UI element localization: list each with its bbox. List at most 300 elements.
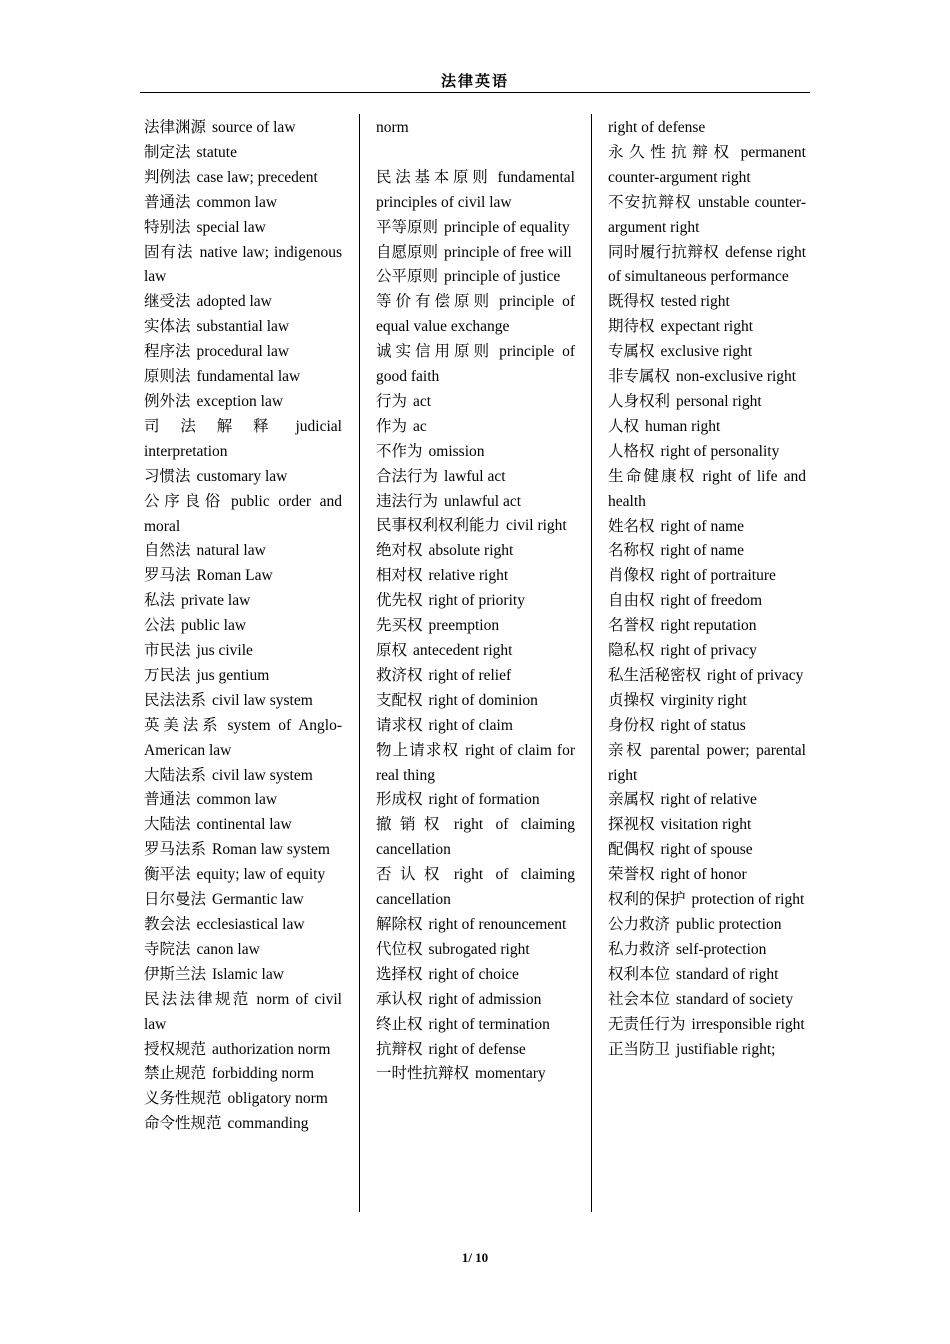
entry-english-term: momentary	[475, 1065, 546, 1083]
entry-english-term: principle of equality	[444, 218, 570, 236]
entry-chinese-term: 禁止规范	[144, 1065, 207, 1083]
glossary-entry	[144, 614, 342, 639]
entry-english-term: right of claim	[428, 716, 513, 734]
entry-english-term: standard of society	[676, 990, 794, 1008]
entry-chinese-term: 英美法系	[144, 716, 222, 734]
entry-english-term: unstable counter-argument right	[608, 193, 806, 236]
entry-english-term: right of personality	[660, 442, 780, 460]
entry-english-term: ecclesiastical law	[196, 916, 305, 933]
glossary-entry	[608, 564, 806, 589]
glossary-entry	[144, 564, 342, 589]
glossary-entry	[608, 539, 806, 564]
glossary-entry	[608, 739, 806, 789]
entry-chinese-term: 继受法	[144, 293, 191, 311]
entry-english-term: right of formation	[428, 791, 540, 809]
entry-chinese-term: 抗辩权	[376, 1040, 423, 1058]
glossary-entry	[376, 390, 575, 415]
column-1	[144, 116, 342, 1137]
glossary-entry	[608, 963, 806, 988]
entry-chinese-term: 救济权	[376, 666, 423, 684]
entry-chinese-term: 不安抗辩权	[608, 193, 692, 211]
entry-chinese-term: 罗马法	[144, 567, 191, 585]
glossary-entry	[144, 116, 342, 141]
entry-english-term: jus civile	[196, 642, 253, 660]
glossary-entry	[144, 888, 342, 913]
glossary-entry	[376, 988, 575, 1013]
entry-english-term: right of honor	[660, 866, 747, 884]
entry-english-term: virginity right	[660, 691, 747, 709]
glossary-entry	[144, 1062, 342, 1087]
entry-chinese-term: 承认权	[376, 990, 423, 1008]
entry-english-term: fundamental principles of civil law	[376, 168, 575, 211]
entry-english-term: right of name	[660, 517, 745, 535]
glossary-entry	[608, 340, 806, 365]
glossary-entry	[608, 116, 806, 141]
entry-chinese-term: 原则法	[144, 368, 191, 386]
page-number: 1/ 10	[461, 1250, 489, 1265]
entry-english-term: justifiable right;	[676, 1040, 776, 1058]
entry-chinese-term: 日尔曼法	[144, 891, 207, 909]
glossary-entry	[144, 664, 342, 689]
entry-english-term: personal right	[676, 392, 762, 410]
entry-chinese-term: 作为	[376, 417, 408, 435]
entry-english-term: principle of justice	[444, 268, 561, 286]
entry-chinese-term: 公序良俗	[144, 492, 225, 510]
entry-chinese-term: 实体法	[144, 318, 191, 336]
glossary-entry	[144, 166, 342, 191]
entry-chinese-term: 违法行为	[376, 492, 439, 510]
glossary-entry	[376, 514, 575, 539]
glossary-entry	[376, 863, 575, 913]
entry-english-term: adopted law	[196, 293, 272, 311]
glossary-entry	[144, 465, 342, 490]
glossary-entry	[376, 490, 575, 515]
glossary-entry	[144, 390, 342, 415]
entry-english-term: statute	[196, 143, 237, 161]
glossary-entry	[144, 315, 342, 340]
entry-english-term: public protection	[676, 916, 782, 933]
glossary-entry	[608, 365, 806, 390]
glossary-entry	[144, 365, 342, 390]
entry-chinese-term: 人权	[608, 417, 640, 435]
entry-chinese-term: 寺院法	[144, 940, 191, 958]
entry-english-term: non-exclusive right	[676, 368, 797, 386]
header-title: 法律英语	[440, 74, 509, 90]
glossary-entry	[608, 714, 806, 739]
entry-chinese-term: 自然法	[144, 542, 191, 560]
entry-chinese-term: 专属权	[608, 343, 655, 361]
entry-english-term: system of Anglo-American law	[144, 716, 342, 759]
entry-chinese-term: 终止权	[376, 1015, 423, 1033]
entry-english-term: right of relative	[660, 791, 757, 809]
glossary-entry	[608, 1013, 806, 1038]
entry-chinese-term: 公平原则	[376, 268, 439, 286]
entry-english-term: right of privacy	[660, 642, 757, 660]
entry-chinese-term: 私生活秘密权	[608, 666, 702, 684]
glossary-entry	[144, 290, 342, 315]
glossary-entry	[144, 589, 342, 614]
glossary-entry	[608, 888, 806, 913]
glossary-entry	[376, 1062, 575, 1087]
entry-english-term: lawful act	[444, 467, 506, 485]
entry-english-term: principle of free will	[444, 243, 572, 261]
entry-english-term: native law; indigenous law	[144, 243, 342, 286]
entry-chinese-term: 罗马法系	[144, 841, 207, 859]
glossary-entry	[376, 465, 575, 490]
entry-english-term: judicial interpretation	[144, 417, 342, 460]
entry-english-term: right of dominion	[428, 691, 538, 709]
entry-chinese-term: 诚实信用原则	[376, 343, 494, 361]
entry-english-term: special law	[196, 218, 266, 236]
glossary-entry	[608, 589, 806, 614]
entry-english-term: civil right	[506, 517, 567, 535]
glossary-entry	[376, 639, 575, 664]
entry-english-term: defense right of simultaneous performance	[608, 243, 806, 286]
entry-chinese-term: 义务性规范	[144, 1090, 222, 1108]
entry-english-term: source of law	[212, 119, 296, 136]
entry-chinese-term: 习惯法	[144, 467, 191, 485]
entry-chinese-term: 公力救济	[608, 916, 671, 933]
glossary-entry	[144, 539, 342, 564]
entry-chinese-term: 正当防卫	[608, 1040, 671, 1058]
entry-chinese-term: 生命健康权	[608, 467, 697, 485]
entry-chinese-term: 一时性抗辩权	[376, 1065, 470, 1083]
entry-english-term: case law; precedent	[196, 168, 318, 186]
entry-english-term: continental law	[196, 816, 292, 834]
glossary-entry	[376, 265, 575, 290]
entry-chinese-term: 命令性规范	[144, 1115, 222, 1133]
entry-chinese-term: 普通法	[144, 193, 191, 211]
entry-english-term: exclusive right	[660, 343, 753, 361]
entry-english-term: right of status	[660, 716, 746, 734]
glossary-entry	[144, 415, 342, 465]
glossary-entry	[144, 689, 342, 714]
glossary-entry	[376, 116, 575, 141]
glossary-entry	[608, 664, 806, 689]
entry-english-term: jus gentium	[196, 666, 270, 684]
entry-chinese-term: 固有法	[144, 243, 194, 261]
entry-chinese-term: 相对权	[376, 567, 423, 585]
entry-english-term: human right	[645, 417, 721, 435]
entry-chinese-term: 伊斯兰法	[144, 965, 207, 983]
glossary-entry	[144, 141, 342, 166]
entry-chinese-term: 私法	[144, 592, 176, 610]
glossary-entry	[376, 539, 575, 564]
glossary-entry	[144, 913, 342, 938]
entry-english-term: absolute right	[428, 542, 514, 560]
entry-english-term: customary law	[196, 467, 288, 485]
glossary-entry	[376, 216, 575, 241]
entry-chinese-term: 同时履行抗辩权	[608, 243, 720, 261]
entry-english-term: right of claiming cancellation	[376, 816, 575, 859]
entry-english-term: common law	[196, 193, 278, 211]
entry-chinese-term: 民法基本原则	[376, 168, 492, 186]
glossary-entry	[144, 216, 342, 241]
glossary-entry	[144, 1087, 342, 1112]
entry-english-term: authorization norm	[212, 1040, 331, 1058]
entry-english-term: exception law	[196, 392, 284, 410]
glossary-entry	[144, 813, 342, 838]
glossary-entry	[376, 241, 575, 266]
entry-chinese-term: 隐私权	[608, 642, 655, 660]
entry-chinese-term: 永久性抗辩权	[608, 143, 735, 161]
entry-english-term: relative right	[428, 567, 509, 585]
entry-chinese-term: 市民法	[144, 642, 191, 660]
entry-chinese-term: 自由权	[608, 592, 655, 610]
glossary-entry	[376, 1038, 575, 1063]
glossary-entry	[608, 938, 806, 963]
entry-chinese-term: 请求权	[376, 716, 423, 734]
entry-chinese-term: 名誉权	[608, 617, 655, 635]
entry-chinese-term: 身份权	[608, 716, 655, 734]
entry-chinese-term: 贞操权	[608, 691, 655, 709]
glossary-entry	[144, 838, 342, 863]
entry-english-term: private law	[181, 592, 251, 610]
entry-english-term: right of portraiture	[660, 567, 776, 585]
entry-chinese-term: 社会本位	[608, 990, 671, 1008]
glossary-entry	[376, 564, 575, 589]
entry-english-term: right of spouse	[660, 841, 753, 859]
entry-english-term: forbidding norm	[212, 1065, 315, 1083]
entry-chinese-term: 配偶权	[608, 841, 655, 859]
entry-chinese-term: 物上请求权	[376, 741, 460, 759]
glossary-entry	[144, 863, 342, 888]
entry-english-term: right of choice	[428, 965, 519, 983]
entry-chinese-term: 合法行为	[376, 467, 439, 485]
entry-english-term: right of life and health	[608, 467, 806, 510]
entry-chinese-term: 例外法	[144, 392, 191, 410]
entry-english-term: public law	[181, 617, 247, 635]
entry-english-term: civil law system	[212, 691, 313, 709]
entry-english-term: canon law	[196, 940, 260, 958]
entry-english-term: right of renouncement	[428, 915, 567, 933]
entry-chinese-term: 教会法	[144, 916, 191, 933]
entry-english-term: ac	[413, 417, 427, 435]
entry-chinese-term: 大陆法系	[144, 766, 207, 784]
glossary-entry	[376, 938, 575, 963]
entry-english-term: subrogated right	[428, 940, 530, 958]
glossary-entry	[376, 664, 575, 689]
entry-english-term: common law	[196, 791, 278, 809]
entry-english-term: tested right	[660, 293, 730, 311]
entry-english-term: fundamental law	[196, 368, 301, 386]
entry-english-term: right of privacy	[707, 666, 804, 684]
entry-chinese-term: 既得权	[608, 293, 655, 311]
entry-chinese-term: 大陆法	[144, 816, 191, 834]
entry-english-term: natural law	[196, 542, 266, 560]
entry-english-term: procedural law	[196, 343, 290, 361]
entry-english-term: substantial law	[196, 318, 290, 336]
glossary-entry	[376, 589, 575, 614]
header-rule	[140, 92, 810, 93]
glossary-entry	[608, 515, 806, 540]
entry-chinese-term: 亲权	[608, 741, 645, 759]
entry-chinese-term: 绝对权	[376, 542, 423, 560]
glossary-entry	[608, 440, 806, 465]
glossary-entry	[144, 241, 342, 291]
entry-chinese-term: 形成权	[376, 791, 423, 809]
entry-english-term: right of admission	[428, 990, 542, 1008]
entry-chinese-term: 名称权	[608, 542, 655, 560]
entry-chinese-term: 程序法	[144, 343, 191, 361]
entry-chinese-term: 先买权	[376, 617, 423, 635]
entry-chinese-term: 姓名权	[608, 517, 655, 535]
entry-chinese-term: 解除权	[376, 915, 423, 933]
glossary-entry	[144, 340, 342, 365]
glossary-entry	[376, 614, 575, 639]
entry-chinese-term: 亲属权	[608, 791, 655, 809]
entry-chinese-term: 行为	[376, 392, 408, 410]
entry-chinese-term: 民事权利权利能力	[376, 517, 501, 535]
entry-english-term: obligatory norm	[227, 1090, 328, 1108]
entry-chinese-term: 民法法律规范	[144, 990, 251, 1008]
entry-english-term: principle of good faith	[376, 343, 575, 386]
entry-chinese-term: 法律渊源	[144, 119, 207, 136]
glossary-entry	[376, 340, 575, 390]
glossary-entry	[376, 290, 575, 340]
glossary-entry	[376, 913, 575, 938]
entry-english-term: standard of right	[676, 965, 779, 983]
glossary-entry	[144, 963, 342, 988]
entry-english-term: protection of right	[691, 891, 805, 909]
entry-english-term: commanding	[227, 1115, 309, 1133]
entry-english-term: equity; law of equity	[196, 866, 326, 884]
entry-english-term: Germantic law	[212, 891, 304, 909]
entry-chinese-term: 民法法系	[144, 691, 207, 709]
entry-english-term: irresponsible right	[691, 1015, 805, 1033]
entry-chinese-term: 自愿原则	[376, 243, 439, 261]
entry-chinese-term: 非专属权	[608, 368, 671, 386]
glossary-entry	[608, 241, 806, 291]
entry-english-term: self-protection	[676, 940, 767, 958]
entry-english-term: Islamic law	[212, 965, 284, 983]
entry-english-term: visitation right	[660, 816, 752, 834]
column-2	[376, 116, 575, 1087]
glossary-entry	[608, 639, 806, 664]
glossary-entry	[608, 913, 806, 938]
glossary-entry	[376, 440, 575, 465]
entry-chinese-term: 期待权	[608, 318, 655, 336]
glossary-entry	[376, 813, 575, 863]
glossary-entry	[144, 490, 342, 540]
glossary-entry	[144, 788, 342, 813]
entry-english-term: right of relief	[428, 666, 512, 684]
glossary-entry	[608, 315, 806, 340]
entry-chinese-term: 荣誉权	[608, 866, 655, 884]
glossary-entry	[608, 689, 806, 714]
glossary-entry	[144, 764, 342, 789]
entry-english-term: right of defense	[608, 119, 706, 136]
entry-english-term: preemption	[428, 617, 500, 635]
glossary-entry	[608, 465, 806, 515]
glossary-entry	[376, 739, 575, 789]
entry-chinese-term: 授权规范	[144, 1040, 207, 1058]
entry-english-term: right reputation	[660, 617, 757, 635]
entry-chinese-term: 撤销权	[376, 816, 448, 834]
glossary-entry	[144, 1112, 342, 1137]
entry-english-term: act	[413, 392, 432, 410]
entry-english-term: right of claiming cancellation	[376, 866, 575, 909]
glossary-entry	[608, 863, 806, 888]
entry-chinese-term: 等价有偿原则	[376, 293, 494, 311]
entry-chinese-term: 公法	[144, 617, 176, 635]
glossary-entry	[144, 938, 342, 963]
column-3	[608, 116, 806, 1062]
entry-chinese-term: 权利的保护	[608, 891, 686, 909]
entry-chinese-term: 平等原则	[376, 218, 439, 236]
entry-english-term: norm	[376, 119, 409, 136]
entry-chinese-term: 权利本位	[608, 965, 671, 983]
entry-english-term: antecedent right	[413, 642, 513, 660]
entry-english-term: public order and moral	[144, 492, 342, 535]
entry-english-term: parental power; parental right	[608, 741, 806, 784]
glossary-entry	[608, 415, 806, 440]
entry-chinese-term: 代位权	[376, 940, 423, 958]
entry-chinese-term: 万民法	[144, 666, 191, 684]
entry-english-term: principle of equal value exchange	[376, 293, 575, 336]
entry-english-term: right of name	[660, 542, 745, 560]
entry-english-term: right of defense	[428, 1040, 526, 1058]
glossary-entry	[608, 614, 806, 639]
entry-chinese-term: 探视权	[608, 816, 655, 834]
entry-chinese-term: 无责任行为	[608, 1015, 686, 1033]
entry-chinese-term: 判例法	[144, 168, 191, 186]
entry-english-term: right of priority	[428, 592, 525, 610]
entry-english-term: norm of civil law	[144, 990, 342, 1033]
glossary-entry	[376, 415, 575, 440]
glossary-entry	[608, 141, 806, 191]
entry-english-term: unlawful act	[444, 492, 522, 510]
glossary-entry	[608, 390, 806, 415]
entry-chinese-term: 普通法	[144, 791, 191, 809]
entry-english-term: right of termination	[428, 1015, 550, 1033]
glossary-entry	[144, 639, 342, 664]
glossary-entry	[608, 813, 806, 838]
glossary-entry	[144, 988, 342, 1038]
entry-chinese-term: 私力救济	[608, 940, 671, 958]
glossary-entry	[608, 988, 806, 1013]
entry-english-term: civil law system	[212, 766, 313, 784]
entry-chinese-term: 支配权	[376, 691, 423, 709]
glossary-entry	[144, 714, 342, 764]
entry-english-term: Roman law system	[212, 841, 330, 859]
glossary-entry	[376, 141, 575, 166]
glossary-entry	[608, 788, 806, 813]
entry-chinese-term: 衡平法	[144, 866, 191, 884]
glossary-entry	[376, 714, 575, 739]
column-divider	[359, 114, 360, 1212]
glossary-entry	[376, 689, 575, 714]
glossary-entry	[376, 166, 575, 216]
entry-english-term: Roman Law	[196, 567, 273, 585]
entry-english-term: omission	[428, 442, 485, 460]
entry-english-term: right of claim for real thing	[376, 741, 575, 784]
glossary-entry	[376, 963, 575, 988]
entry-chinese-term: 人身权利	[608, 392, 671, 410]
entry-chinese-term: 否认权	[376, 866, 448, 884]
glossary-entry	[608, 290, 806, 315]
entry-chinese-term: 人格权	[608, 442, 655, 460]
entry-english-term: expectant right	[660, 318, 754, 336]
glossary-entry	[608, 191, 806, 241]
glossary-entry	[608, 838, 806, 863]
glossary-entry	[144, 1038, 342, 1063]
glossary-entry	[376, 788, 575, 813]
glossary-entry	[376, 1013, 575, 1038]
entry-english-term: permanent counter-argument right	[608, 143, 806, 186]
entry-chinese-term: 肖像权	[608, 567, 655, 585]
entry-chinese-term: 原权	[376, 642, 408, 660]
